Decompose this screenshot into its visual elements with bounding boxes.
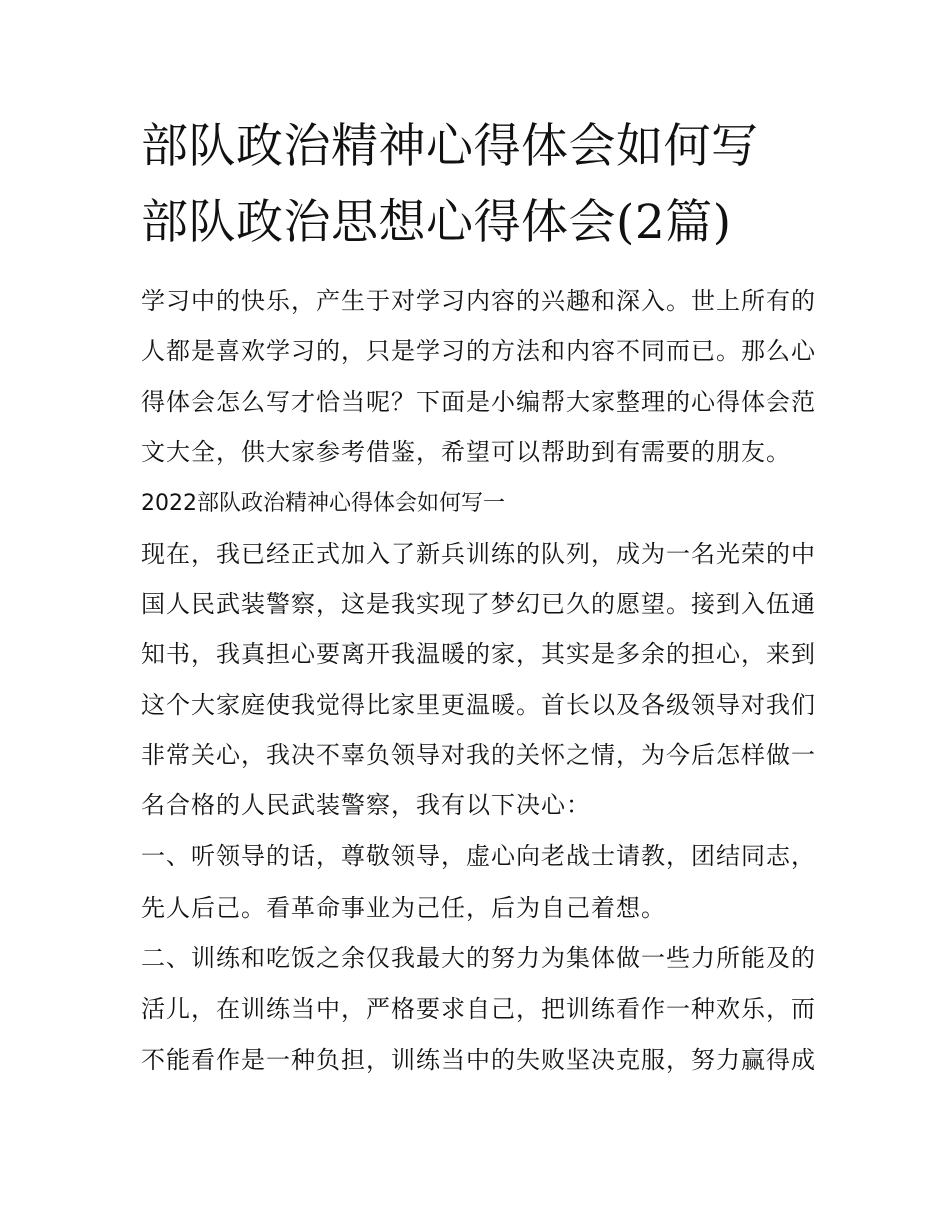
document-title-line-2: 部队政治思想心得体会(2篇) [141, 195, 732, 250]
body-line-7: 一、听领导的话，尊敬领导，虚心向老战士请教，团结同志， [141, 842, 816, 870]
body-line-4: 这个大家庭使我觉得比家里更温暖。首长以及各级领导对我们 [141, 691, 816, 719]
intro-line-4: 文大全，供大家参考借鉴，希望可以帮助到有需要的朋友。 [141, 438, 791, 466]
intro-line-1: 学习中的快乐，产生于对学习内容的兴趣和深入。世上所有的 [141, 287, 816, 315]
body-line-6: 名合格的人民武装警察，我有以下决心： [141, 791, 591, 819]
document-title-line-1: 部队政治精神心得体会如何写 [141, 119, 759, 174]
body-line-2: 国人民武装警察，这是我实现了梦幻已久的愿望。接到入伍通 [141, 590, 816, 618]
body-line-9: 二、训练和吃饭之余仅我最大的努力为集体做一些力所能及的 [141, 944, 816, 972]
body-line-3: 知书，我真担心要离开我温暖的家，其实是多余的担心，来到 [141, 640, 816, 668]
section-heading: 2022部队政治精神心得体会如何写一 [141, 491, 505, 516]
body-line-11: 不能看作是一种负担，训练当中的失败坚决克服，努力赢得成 [141, 1046, 816, 1074]
body-line-1: 现在，我已经正式加入了新兵训练的队列，成为一名光荣的中 [141, 540, 816, 568]
body-line-10: 活儿，在训练当中，严格要求自己，把训练看作一种欢乐，而 [141, 995, 816, 1023]
intro-line-3: 得体会怎么写才恰当呢？下面是小编帮大家整理的心得体会范 [141, 388, 816, 416]
body-line-5: 非常关心，我决不辜负领导对我的关怀之情，为今后怎样做一 [141, 741, 816, 769]
intro-line-2: 人都是喜欢学习的，只是学习的方法和内容不同而已。那么心 [141, 337, 816, 365]
body-line-8: 先人后己。看革命事业为己任，后为自己着想。 [141, 894, 666, 922]
